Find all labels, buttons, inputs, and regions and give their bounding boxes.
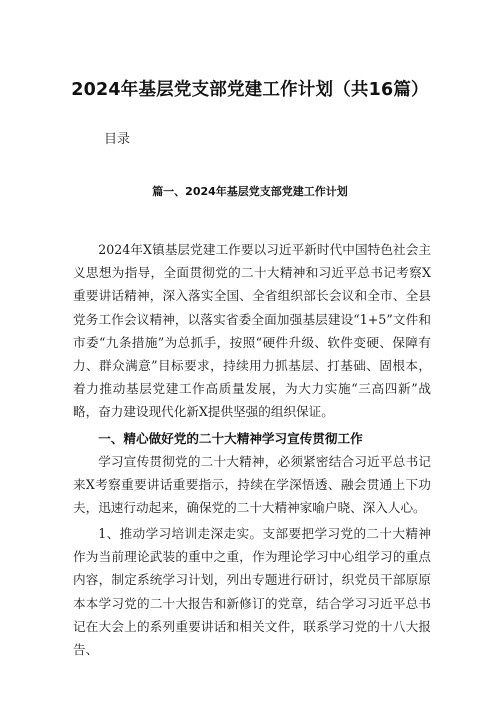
section-heading: 篇一、2024年基层党支部党建工作计划 <box>152 185 348 198</box>
body-paragraph-1: 2024年X镇基层党建工作要以习近平新时代中国特色社会主义思想为指导，全面贯彻党的二十大精神和习近平总书记考察X重要讲话精神，深入落实全国、全省组织部长会议和全市、全县党务工作会议精神，以落实省委全面加强基层建设“1+5”文件和市委“九条措施”为总抓手，按照“硬件升级、软件变硬、保障有力、群众满意”目标要求，持续用力抓基层、打基础、固根本，着力推动基层党建工作高质量发展，为大力实施“三高四新”战略，奋力建设现代化新X提供坚强的组织保证。 <box>73 242 431 420</box>
body-paragraph-2: 学习宣传贯彻党的二十大精神，必须紧密结合习近平总书记来X考察重要讲话重要指示，持续在学深悟透、融会贯通上下功夫，迅速行动起来，确保党的二十大精神家喻户晓、深入人心。 <box>73 454 431 516</box>
document-title: 2024年基层党支部党建工作计划（共16篇） <box>71 80 429 100</box>
body-paragraph-3: 1、推动学习培训走深走实。支部要把学习党的二十大精神作为当前理论武装的重中之重，作为理论学习中心组学习的重点内容，制定系统学习计划，列出专题进行研讨，织党员干部原原本本学习党的二十大报告和新修订的党章，结合学习习近平总书记在大会上的系列重要讲话和相关文件，联系学习党的十八大报告、 <box>73 526 431 658</box>
subheading-1: 一、精心做好党的二十大精神学习宣传贯彻工作 <box>98 431 363 446</box>
toc-label: 目录 <box>104 132 131 147</box>
